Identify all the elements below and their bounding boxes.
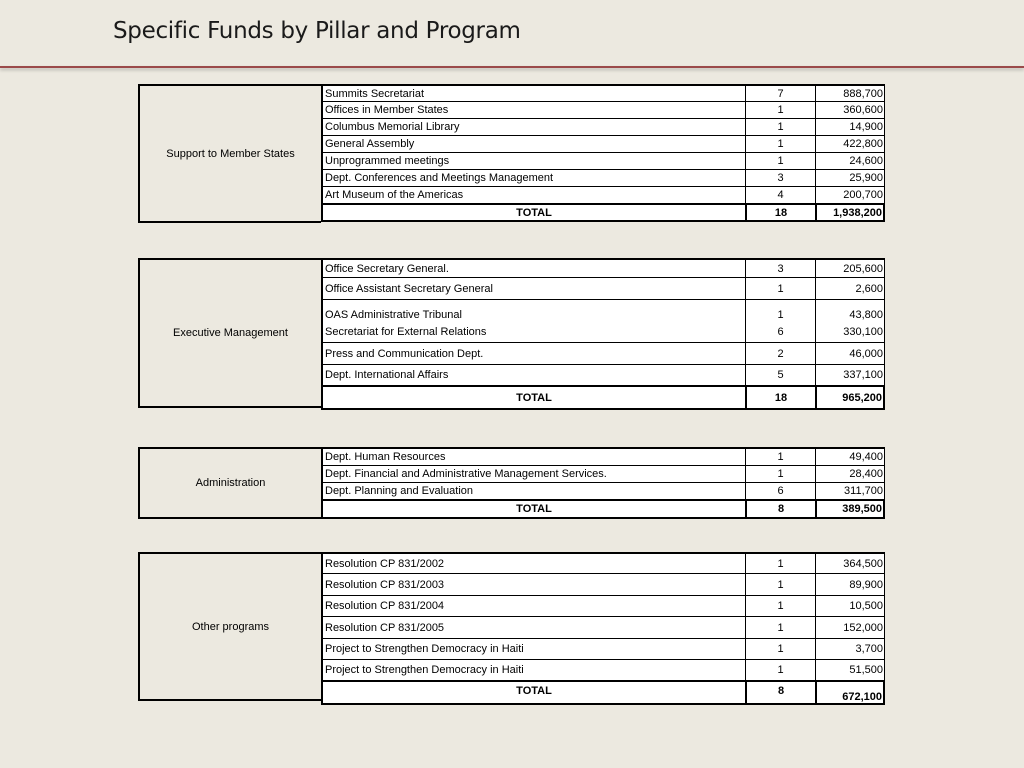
table-row <box>321 447 885 465</box>
program-cell: Art Museum of the Americas <box>321 186 745 203</box>
total-count: 8 <box>745 680 815 705</box>
amount-cell: 200,700 <box>815 186 885 203</box>
program-cell: Project to Strengthen Democracy in Haiti <box>321 659 745 680</box>
table-row <box>321 321 885 342</box>
table-row <box>321 101 885 118</box>
amount-cell: 10,500 <box>815 595 885 616</box>
total-amount: 1,938,200 <box>815 203 885 222</box>
total-label: TOTAL <box>321 203 745 222</box>
total-row <box>321 499 885 519</box>
count-cell: 1 <box>745 573 815 595</box>
pillar-label: Other programs <box>191 620 270 633</box>
program-cell: Project to Strengthen Democracy in Haiti <box>321 638 745 659</box>
amount-cell: 43,800 <box>815 299 885 321</box>
table-row <box>321 638 885 659</box>
count-cell: 1 <box>745 277 815 299</box>
pillar-table-support <box>138 84 885 223</box>
count-cell: 2 <box>745 342 815 364</box>
total-label: TOTAL <box>321 680 745 705</box>
table-row <box>321 482 885 499</box>
count-cell: 1 <box>745 659 815 680</box>
program-cell: Press and Communication Dept. <box>321 342 745 364</box>
program-cell: Office Assistant Secretary General <box>321 277 745 299</box>
table-row <box>321 152 885 169</box>
amount-cell: 337,100 <box>815 364 885 385</box>
amount-cell: 330,100 <box>815 321 885 342</box>
amount-cell: 28,400 <box>815 465 885 482</box>
pillar-table-other <box>138 552 885 705</box>
table-row <box>321 186 885 203</box>
program-cell: Resolution CP 831/2004 <box>321 595 745 616</box>
program-cell: Columbus Memorial Library <box>321 118 745 135</box>
count-cell: 1 <box>745 101 815 118</box>
amount-cell: 364,500 <box>815 552 885 573</box>
pillar-cell <box>138 447 321 519</box>
total-row <box>321 385 885 410</box>
count-cell: 1 <box>745 447 815 465</box>
amount-cell: 14,900 <box>815 118 885 135</box>
pillar-table-administration <box>138 447 885 519</box>
count-cell: 1 <box>745 118 815 135</box>
table-row <box>321 595 885 616</box>
amount-cell: 89,900 <box>815 573 885 595</box>
program-cell: Dept. International Affairs <box>321 364 745 385</box>
total-label: TOTAL <box>321 385 745 410</box>
total-amount: 965,200 <box>815 385 885 410</box>
table-row <box>321 552 885 573</box>
total-row <box>321 680 885 705</box>
table-row <box>321 342 885 364</box>
title-divider <box>0 66 1024 68</box>
count-cell: 5 <box>745 364 815 385</box>
count-cell: 1 <box>745 552 815 573</box>
table-row <box>321 465 885 482</box>
table-row <box>321 364 885 385</box>
table-row <box>321 659 885 680</box>
program-cell: Resolution CP 831/2003 <box>321 573 745 595</box>
count-cell: 7 <box>745 84 815 101</box>
program-cell: Dept. Conferences and Meetings Management <box>321 169 745 186</box>
program-cell: Unprogrammed meetings <box>321 152 745 169</box>
amount-cell: 51,500 <box>815 659 885 680</box>
table-row <box>321 135 885 152</box>
program-cell: Dept. Human Resources <box>321 447 745 465</box>
program-cell: Summits Secretariat <box>321 84 745 101</box>
amount-cell: 422,800 <box>815 135 885 152</box>
count-cell: 1 <box>745 152 815 169</box>
program-cell: Secretariat for External Relations <box>321 321 745 342</box>
table-row <box>321 299 885 321</box>
table-row <box>321 118 885 135</box>
program-cell: Resolution CP 831/2005 <box>321 616 745 638</box>
table-row <box>321 573 885 595</box>
pillar-table-executive <box>138 258 885 410</box>
program-cell: OAS Administrative Tribunal <box>321 299 745 321</box>
amount-cell: 3,700 <box>815 638 885 659</box>
pillar-label: Support to Member States <box>166 147 295 160</box>
total-amount: 389,500 <box>815 499 885 519</box>
pillar-label: Executive Management <box>173 327 288 339</box>
program-cell: Office Secretary General. <box>321 258 745 277</box>
count-cell: 1 <box>745 616 815 638</box>
pillar-cell <box>138 258 321 408</box>
amount-cell: 152,000 <box>815 616 885 638</box>
program-cell: General Assembly <box>321 135 745 152</box>
amount-cell: 46,000 <box>815 342 885 364</box>
count-cell: 3 <box>745 258 815 277</box>
total-count: 18 <box>745 385 815 410</box>
count-cell: 3 <box>745 169 815 186</box>
total-row <box>321 203 885 222</box>
amount-cell: 360,600 <box>815 101 885 118</box>
pillar-cell <box>138 84 321 223</box>
table-row <box>321 258 885 277</box>
pillar-label: Administration <box>195 477 266 489</box>
count-cell: 6 <box>745 482 815 499</box>
count-cell: 6 <box>745 321 815 342</box>
page-title: Specific Funds by Pillar and Program <box>113 18 521 44</box>
total-count: 8 <box>745 499 815 519</box>
count-cell: 1 <box>745 465 815 482</box>
table-row <box>321 616 885 638</box>
count-cell: 1 <box>745 299 815 321</box>
program-cell: Offices in Member States <box>321 101 745 118</box>
program-cell: Dept. Financial and Administrative Management Services. <box>321 465 745 482</box>
program-cell: Resolution CP 831/2002 <box>321 552 745 573</box>
amount-cell: 24,600 <box>815 152 885 169</box>
amount-cell: 49,400 <box>815 447 885 465</box>
amount-cell: 25,900 <box>815 169 885 186</box>
table-row <box>321 277 885 299</box>
table-row <box>321 84 885 101</box>
count-cell: 1 <box>745 638 815 659</box>
pillar-cell <box>138 552 321 701</box>
count-cell: 1 <box>745 595 815 616</box>
program-cell: Dept. Planning and Evaluation <box>321 482 745 499</box>
total-amount: 672,100 <box>815 680 885 705</box>
amount-cell: 311,700 <box>815 482 885 499</box>
amount-cell: 2,600 <box>815 277 885 299</box>
amount-cell: 888,700 <box>815 84 885 101</box>
count-cell: 1 <box>745 135 815 152</box>
amount-cell: 205,600 <box>815 258 885 277</box>
count-cell: 4 <box>745 186 815 203</box>
table-row <box>321 169 885 186</box>
total-count: 18 <box>745 203 815 222</box>
total-label: TOTAL <box>321 499 745 519</box>
